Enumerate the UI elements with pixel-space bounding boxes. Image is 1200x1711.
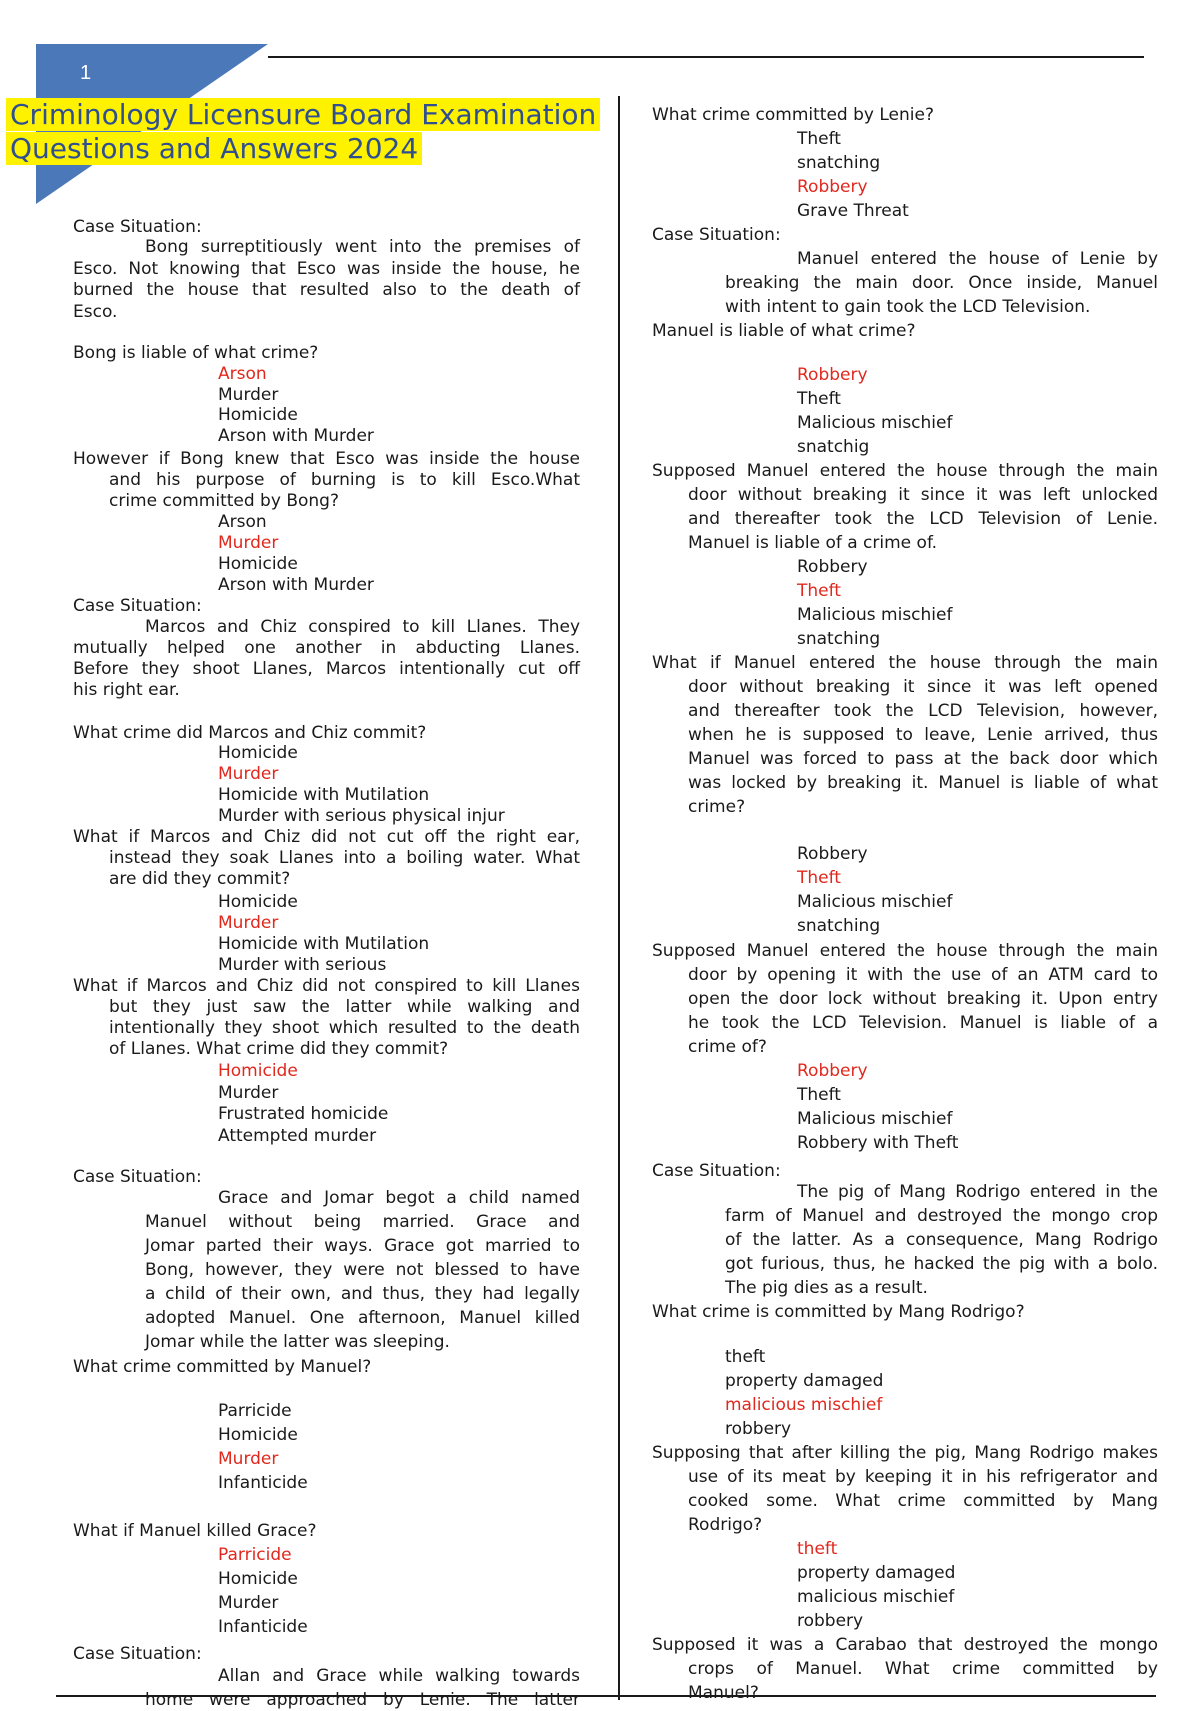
answer-option: theft <box>725 1347 766 1367</box>
answer-option: Grave Threat <box>797 201 909 221</box>
paragraph-line: Supposed it was a Carabao that destroyed the mongo <box>652 1635 1158 1655</box>
paragraph-line: crime of? <box>688 1037 767 1057</box>
paragraph-line: cooked some. What crime committed by Mang <box>688 1491 1158 1511</box>
answer-option: Malicious mischief <box>797 413 953 433</box>
correct-answer: Theft <box>797 868 841 888</box>
correct-answer: Theft <box>797 581 841 601</box>
paragraph-line: and thereafter took the LCD Television, however, <box>688 701 1158 721</box>
answer-option: Murder <box>218 384 279 405</box>
answer-option: snatching <box>797 153 881 173</box>
answer-option: Arson <box>218 512 267 532</box>
paragraph-line: and his purpose of burning is to kill Esco.What <box>109 470 580 490</box>
paragraph-line: Before they shoot Llanes, Marcos intentionally cut off <box>73 659 580 679</box>
correct-answer: malicious mischief <box>725 1395 883 1415</box>
paragraph-line: are did they commit? <box>109 869 291 889</box>
case-label: Case Situation: <box>73 217 202 237</box>
paragraph-line: Esco. <box>73 301 118 322</box>
paragraph-line: Supposed Manuel entered the house through the main <box>652 461 1158 481</box>
answer-option: Robbery <box>797 844 868 864</box>
answer-option: Theft <box>797 389 841 409</box>
paragraph-line: with intent to gain took the LCD Television. <box>725 297 1091 317</box>
title-line-2: Questions and Answers 2024 <box>6 132 422 165</box>
paragraph-line: breaking the main door. Once inside, Manuel <box>725 273 1158 293</box>
answer-option: snatching <box>797 916 881 936</box>
page-number: 1 <box>80 62 92 84</box>
answer-option: Malicious mischief <box>797 1109 953 1129</box>
correct-answer: Arson <box>218 364 267 384</box>
paragraph-line: The pig dies as a result. <box>725 1278 928 1298</box>
paragraph-line: Bong, however, they were not blessed to have <box>145 1260 580 1280</box>
answer-option: Frustrated homicide <box>218 1104 389 1124</box>
paragraph-line: door by opening it with the use of an ATM card to <box>688 965 1158 985</box>
paragraph-line: burned the house that resulted also to the death of <box>73 280 580 300</box>
correct-answer: Robbery <box>797 365 868 385</box>
paragraph-line: Supposing that after killing the pig, Mang Rodrigo makes <box>652 1443 1158 1463</box>
answer-option: Robbery with Theft <box>797 1133 959 1153</box>
answer-option: robbery <box>797 1611 864 1631</box>
correct-answer: Murder <box>218 1449 279 1469</box>
answer-option: Arson with Murder <box>218 575 374 595</box>
paragraph-line: a child of their own, and thus, they had legally <box>145 1284 580 1304</box>
correct-answer: Parricide <box>218 1545 292 1565</box>
paragraph-line: mutually helped one another in abducting Llanes. <box>73 638 580 658</box>
answer-option: Homicide <box>218 892 298 912</box>
paragraph-line: open the door lock without breaking it. Upon entry <box>688 989 1158 1009</box>
paragraph-line: Jomar while the latter was sleeping. <box>145 1332 450 1352</box>
question-text: What crime did Marcos and Chiz commit? <box>73 723 427 743</box>
paragraph-line: Rodrigo? <box>688 1515 763 1535</box>
paragraph-line: got furious, thus, he hacked the pig with a bolo. <box>725 1254 1158 1274</box>
answer-option: Theft <box>797 129 841 149</box>
paragraph-line: Manuel? <box>688 1683 759 1703</box>
answer-option: Arson with Murder <box>218 425 374 446</box>
paragraph-line: Marcos and Chiz conspired to kill Llanes. They <box>145 617 580 637</box>
case-label: Case Situation: <box>73 1167 202 1187</box>
paragraph-line: Manuel without being married. Grace and <box>145 1212 580 1232</box>
paragraph-line: crops of Manuel. What crime committed by <box>688 1659 1158 1679</box>
paragraph-line: door without breaking it since it was left unlocked <box>688 485 1158 505</box>
question-text: What if Manuel killed Grace? <box>73 1521 317 1541</box>
correct-answer: Murder <box>218 533 279 553</box>
answer-option: Homicide <box>218 554 298 574</box>
answer-option: Murder with serious physical injur <box>218 806 505 826</box>
answer-option: Infanticide <box>218 1617 308 1637</box>
header-rule <box>268 56 1144 58</box>
answer-option: Theft <box>797 1085 841 1105</box>
paragraph-line: but they just saw the latter while walking and <box>109 997 580 1017</box>
answer-option: malicious mischief <box>797 1587 955 1607</box>
answer-option: Homicide <box>218 743 298 763</box>
correct-answer: Homicide <box>218 1061 298 1081</box>
answer-option: Homicide with Mutilation <box>218 934 430 954</box>
answer-option: Homicide <box>218 405 298 425</box>
paragraph-line: adopted Manuel. One afternoon, Manuel killed <box>145 1308 580 1328</box>
paragraph-line: What if Marcos and Chiz did not conspired to kill Llanes <box>73 976 580 996</box>
answer-option: property damaged <box>725 1371 884 1391</box>
correct-answer: theft <box>797 1539 838 1559</box>
case-label: Case Situation: <box>652 1161 781 1181</box>
paragraph-line: Manuel was forced to pass at the back door which <box>688 749 1158 769</box>
answer-option: robbery <box>725 1419 792 1439</box>
paragraph-line: was locked by breaking it. Manuel is liable of what <box>688 773 1158 793</box>
paragraph-line: door without breaking it since it was left opened <box>688 677 1158 697</box>
answer-option: Murder with serious <box>218 955 387 975</box>
paragraph-line: crime? <box>688 797 746 817</box>
paragraph-line: Allan and Grace while walking towards <box>218 1666 580 1686</box>
case-label: Case Situation: <box>73 596 202 616</box>
paragraph-line: What if Marcos and Chiz did not cut off the right ear, <box>73 827 580 847</box>
paragraph-line: crime committed by Bong? <box>109 491 339 511</box>
paragraph-line: Grace and Jomar begot a child named <box>218 1188 580 1208</box>
paragraph-line: farm of Manuel and destroyed the mongo crop <box>725 1206 1158 1226</box>
title-line-1: Criminology Licensure Board Examination <box>6 98 600 131</box>
paragraph-line: The pig of Mang Rodrigo entered in the <box>797 1182 1158 1202</box>
paragraph-line: use of its meat by keeping it in his refrigerator and <box>688 1467 1158 1487</box>
column-divider <box>618 96 620 1700</box>
paragraph-line: intentionally they shoot which resulted to the death <box>109 1018 580 1038</box>
answer-option: Infanticide <box>218 1473 308 1493</box>
question-text: What crime committed by Lenie? <box>652 105 934 125</box>
correct-answer: Robbery <box>797 177 868 197</box>
answer-option: snatchig <box>797 437 870 457</box>
paragraph-line: of the latter. As a consequence, Mang Rodrigo <box>725 1230 1158 1250</box>
paragraph-line: and thereafter took the LCD Television of Lenie. <box>688 509 1158 529</box>
answer-option: Attempted murder <box>218 1125 377 1146</box>
answer-option: Murder <box>218 1082 279 1103</box>
document-title <box>6 98 600 166</box>
correct-answer: Murder <box>218 913 279 933</box>
paragraph-line: Supposed Manuel entered the house through the main <box>652 941 1158 961</box>
paragraph-line: Manuel entered the house of Lenie by <box>797 249 1158 269</box>
answer-option: Parricide <box>218 1401 292 1421</box>
answer-option: Robbery <box>797 557 868 577</box>
case-label: Case Situation: <box>652 225 781 245</box>
paragraph-line: However if Bong knew that Esco was inside the house <box>73 449 580 469</box>
answer-option: Homicide <box>218 1569 298 1589</box>
answer-option: Malicious mischief <box>797 892 953 912</box>
answer-option: snatching <box>797 629 881 649</box>
paragraph-line: Manuel is liable of a crime of. <box>688 533 938 553</box>
correct-answer: Robbery <box>797 1061 868 1081</box>
answer-option: Murder <box>218 1593 279 1613</box>
case-label: Case Situation: <box>73 1644 202 1664</box>
question-text: Manuel is liable of what crime? <box>652 321 916 341</box>
paragraph-line: Esco. Not knowing that Esco was inside the house, he <box>73 258 580 279</box>
question-text: Bong is liable of what crime? <box>73 343 319 363</box>
correct-answer: Murder <box>218 764 279 784</box>
question-text: What crime is committed by Mang Rodrigo? <box>652 1302 1025 1322</box>
paragraph-line: Bong surreptitiously went into the premises of <box>145 237 580 257</box>
answer-option: property damaged <box>797 1563 956 1583</box>
answer-option: Homicide with Mutilation <box>218 785 430 805</box>
paragraph-line: instead they soak Llanes into a boiling water. What <box>109 848 580 868</box>
paragraph-line: of Llanes. What crime did they commit? <box>109 1039 449 1059</box>
question-text: What crime committed by Manuel? <box>73 1357 372 1377</box>
answer-option: Homicide <box>218 1425 298 1445</box>
paragraph-line: What if Manuel entered the house through the main <box>652 653 1158 673</box>
paragraph-line: home were approached by Lenie. The latter <box>145 1690 580 1710</box>
paragraph-line: his right ear. <box>73 680 180 700</box>
paragraph-line: he took the LCD Television. Manuel is liable of a <box>688 1013 1158 1033</box>
answer-option: Malicious mischief <box>797 605 953 625</box>
paragraph-line: when he is supposed to leave, Lenie arrived, thus <box>688 725 1158 745</box>
paragraph-line: Jomar parted their ways. Grace got married to <box>145 1236 580 1256</box>
